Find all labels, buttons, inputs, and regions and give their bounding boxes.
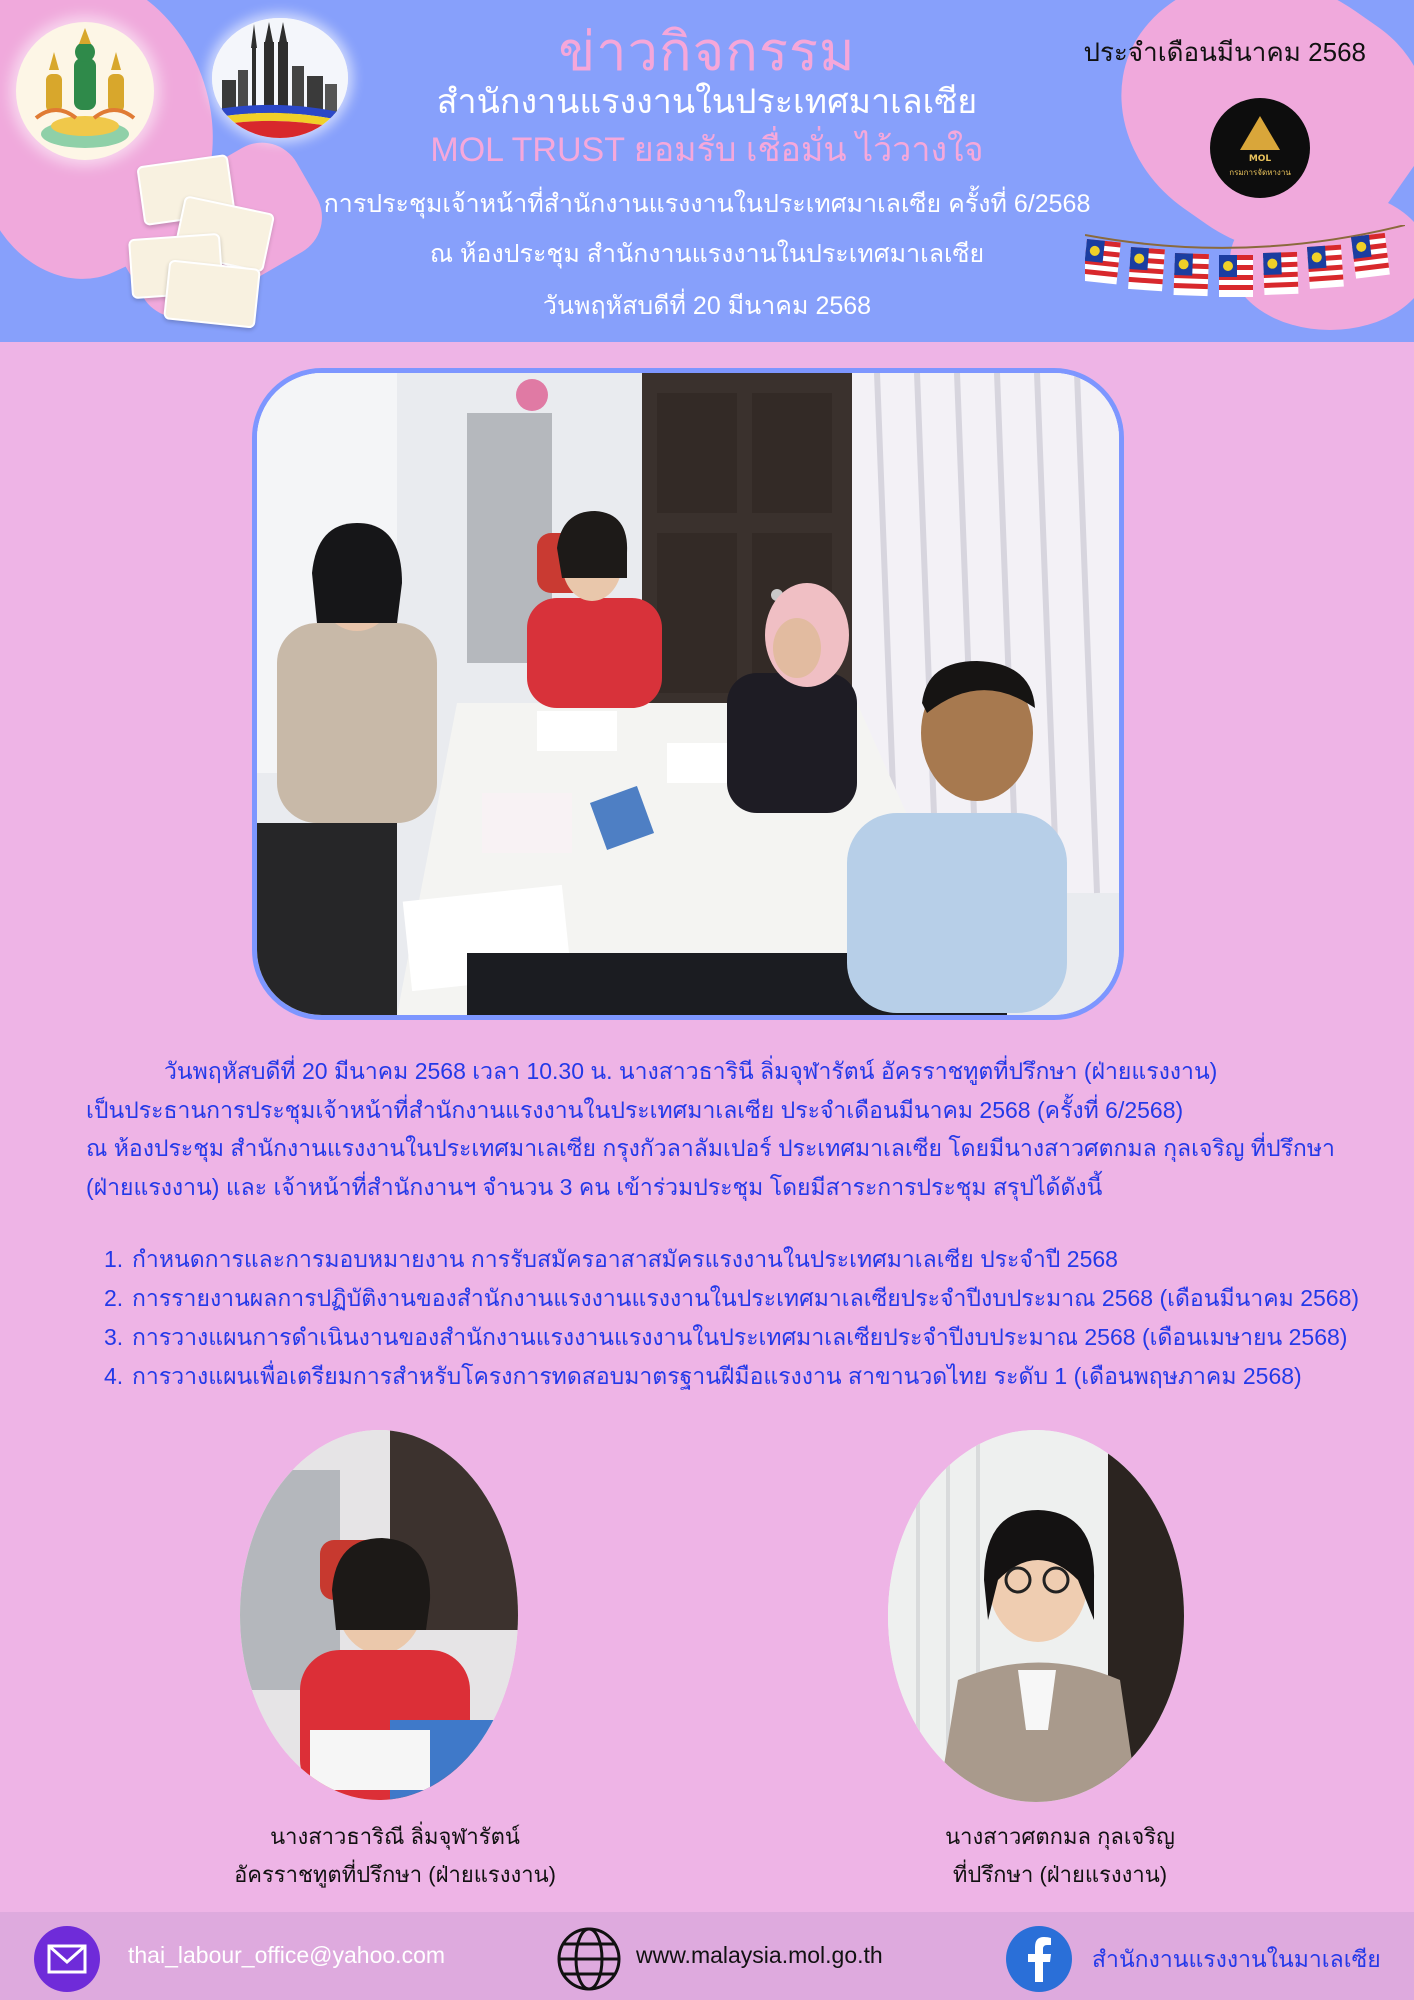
- mol-logo-text: MOL: [1248, 154, 1272, 164]
- person-name: นางสาวศตกมล กุลเจริญ: [945, 1824, 1175, 1849]
- caption-chairperson: [195, 1818, 595, 1894]
- meeting-venue: ณ ห้องประชุม สำนักงานแรงงานในประเทศมาเลเซีย: [429, 240, 985, 268]
- meeting-title: การประชุมเจ้าหน้าที่สำนักงานแรงงานในประเทศมาเลเซีย ครั้งที่ 6/2568: [323, 190, 1091, 218]
- contact-email[interactable]: thai_labour_office@yahoo.com: [128, 1942, 446, 1968]
- agenda-number: 3.: [104, 1324, 124, 1350]
- paragraph-line: เป็นประธานการประชุมเจ้าหน้าที่สำนักงานแรงงานในประเทศมาเลเซีย ประจำเดือนมีนาคม 2568 (ครั้งที่ 6/2568): [86, 1096, 1184, 1123]
- facebook-icon: [1006, 1926, 1072, 1992]
- person-role: อัครราชทูตที่ปรึกษา (ฝ่ายแรงงาน): [234, 1862, 556, 1887]
- issue-month: ประจำเดือนมีนาคม 2568: [1083, 37, 1366, 67]
- header-banner: [0, 0, 1414, 342]
- meeting-date: วันพฤหัสบดีที่ 20 มีนาคม 2568: [542, 292, 872, 320]
- contact-facebook-page[interactable]: สำนักงานแรงงานในมาเลเซีย: [1092, 1946, 1381, 1972]
- agenda-text: การรายงานผลการปฏิบัติงานของสำนักงานแรงงานแรงงานในประเทศมาเลเซียประจำปีงบประมาณ 2568 (เดือนมีนาคม 2568): [132, 1285, 1360, 1311]
- portrait-chairperson: [240, 1430, 518, 1800]
- agenda-text: การวางแผนเพื่อเตรียมการสำหรับโครงการทดสอบมาตรฐานฝีมือแรงงาน สาขานวดไทย ระดับ 1 (เดือนพฤษภาคม 2568): [132, 1363, 1302, 1389]
- agenda-text: การวางแผนการดำเนินงานของสำนักงานแรงงานแรงงานในประเทศมาเลเซียประจำปีงบประมาณ 2568 (เดือนเมษายน 2568): [132, 1324, 1348, 1350]
- portrait-advisor: [888, 1430, 1184, 1802]
- caption-advisor: [860, 1818, 1260, 1894]
- paragraph-line: (ฝ่ายแรงงาน) และ เจ้าหน้าที่สำนักงานฯ จำนวน 3 คน เข้าร่วมประชุม โดยมีสาระการประชุม สรุปได้ดังนี้: [86, 1173, 1103, 1200]
- office-name: สำนักงานแรงงานในประเทศมาเลเซีย: [436, 83, 978, 121]
- trust-slogan: MOL TRUST ยอมรับ เชื่อมั่น ไว้วางใจ: [430, 131, 984, 169]
- agenda-number: 1.: [104, 1246, 124, 1272]
- agenda-item: [104, 1357, 1384, 1396]
- agenda-list: [104, 1240, 1384, 1396]
- person-role: ที่ปรึกษา (ฝ่ายแรงงาน): [952, 1862, 1168, 1887]
- agenda-item: [104, 1240, 1384, 1279]
- agenda-number: 4.: [104, 1363, 124, 1389]
- person-name: นางสาวธาริณี ลิ่มจุฬารัตน์: [270, 1824, 520, 1849]
- mail-icon: [34, 1926, 100, 1992]
- news-paragraph: [86, 1052, 1346, 1206]
- globe-icon: [556, 1926, 622, 1992]
- agenda-number: 2.: [104, 1285, 124, 1311]
- mol-logo-subtext: กรมการจัดหางาน: [1229, 168, 1291, 177]
- paragraph-line: วันพฤหัสบดีที่ 20 มีนาคม 2568 เวลา 10.30 น. นางสาวธารินี ลิ่มจุฬารัตน์ อัครราชทูตที่ปรึกษา (ฝ่ายแรงงาน): [164, 1058, 1218, 1084]
- newsletter-title: ข่าวกิจกรรม: [558, 22, 856, 82]
- meeting-photo: [252, 368, 1124, 1020]
- agenda-item: [104, 1279, 1384, 1318]
- agenda-text: กำหนดการและการมอบหมายงาน การรับสมัครอาสาสมัครแรงงานในประเทศมาเลเซีย ประจำปี 2568: [132, 1246, 1118, 1272]
- paragraph-line: ณ ห้องประชุม สำนักงานแรงงานในประเทศมาเลเซีย กรุงกัวลาลัมเปอร์ ประเทศมาเลเซีย โดยมีนางสาวศตกมล กุลเจริญ ที่ปรึกษา: [86, 1135, 1335, 1161]
- contact-website[interactable]: www.malaysia.mol.go.th: [636, 1942, 883, 1968]
- agenda-item: [104, 1318, 1384, 1357]
- footer-contact-bar: [0, 1912, 1414, 2000]
